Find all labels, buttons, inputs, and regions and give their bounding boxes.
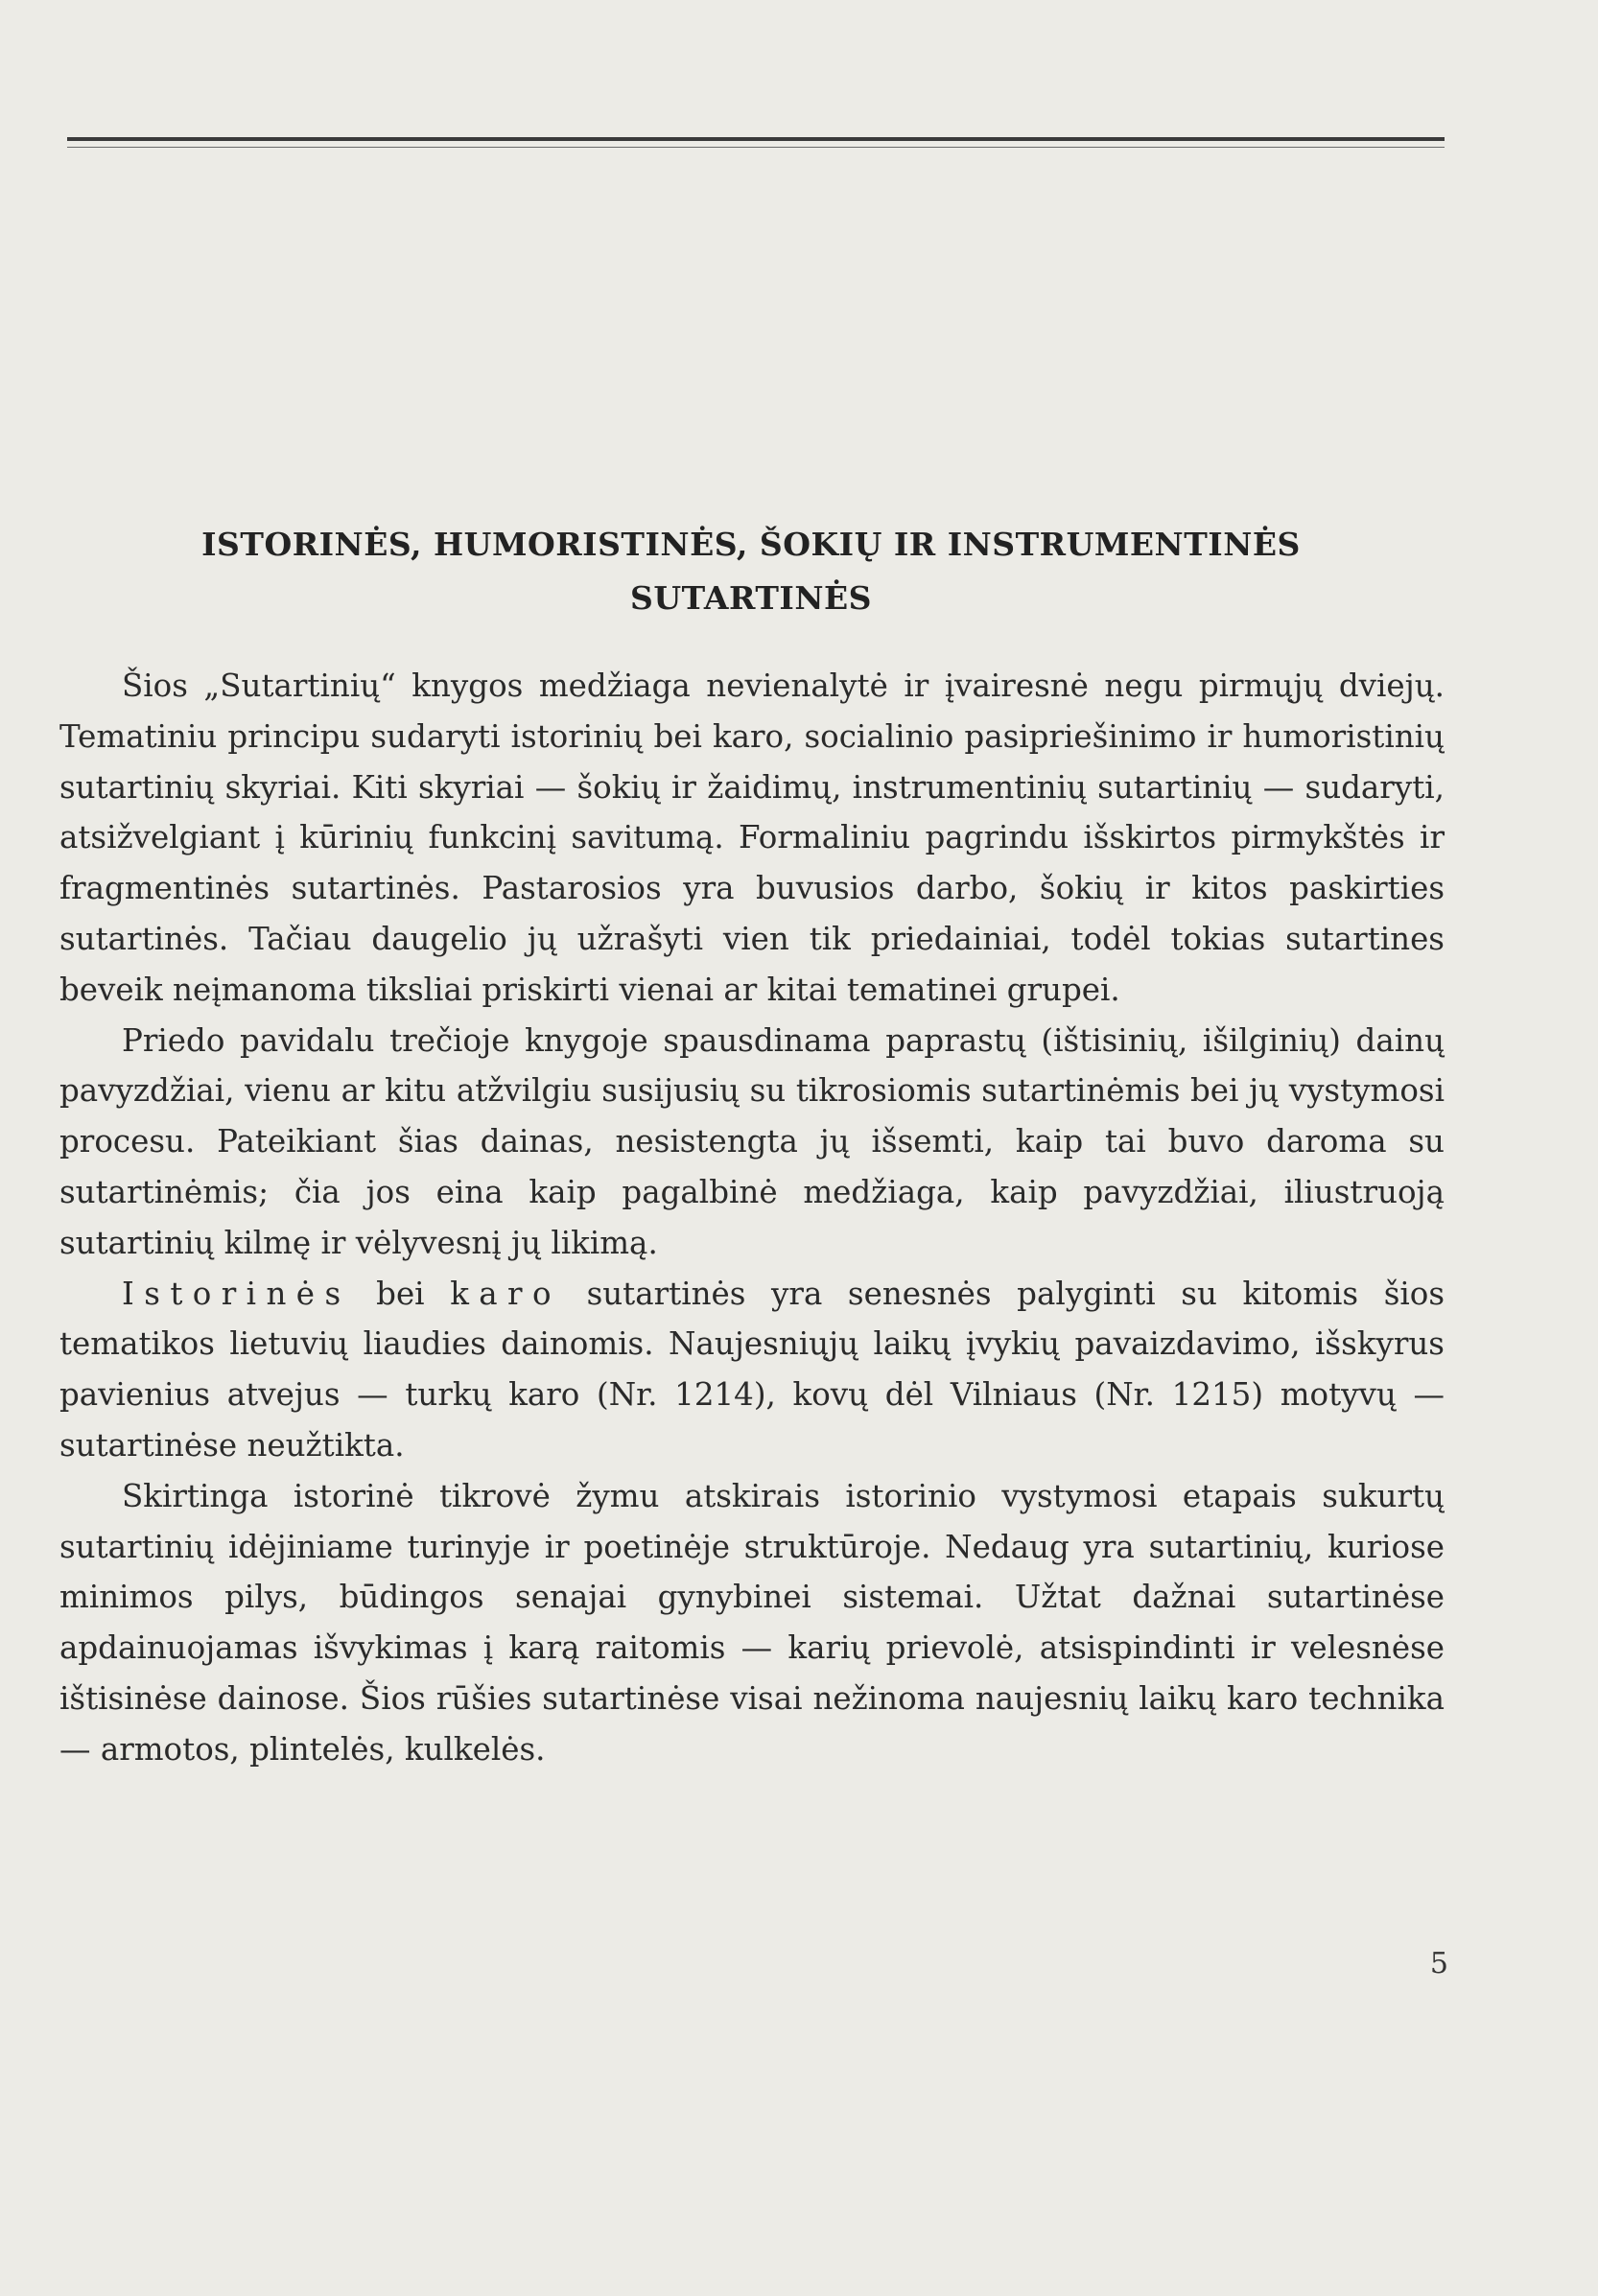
paragraph-2: Priedo pavidalu trečioje knygoje spausdinama paprastų (ištisinių, išilginių) dainų pavyzdžiai, vienu ar kitu atžvilgiu susijusių su tikrosiomis sutartinėmis bei jų vystymosi procesu. Pateikiant šias dainas, nesistengta jų išsemti, kaip tai buvo daroma su sutartinėmis; čia jos eina kaip pagalbinė medžiaga, kaip pavyzdžiai, iliustruoją sutartinių kilmę ir vėlyvesnį jų likimą. [59, 1021, 1445, 1261]
paragraph-1: Šios „Sutartinių“ knygos medžiaga nevienalytė ir įvairesnė negu pirmųjų dviejų. Tematiniu principu sudaryti istorinių bei karo, socialinio pasipriešinimo ir humoristinių sutartinių skyriai. Kiti skyriai — šokių ir žaidimų, instrumentinių sutartinių — sudaryti, atsižvelgiant į kūrinių funkcinį savitumą. Formaliniu pagrindu išskirtos pirmykštės ir fragmentinės sutartinės. Pastarosios yra buvusios darbo, šokių ir kitos paskirties sutartinės. Tačiau daugelio jų užrašyti vien tik priedainiai, todėl tokias sutartines beveik neįmanoma tiksliai priskirti vienai ar kitai tematinei grupei. [59, 668, 1445, 1008]
paragraph-3 [59, 1269, 1445, 1471]
header-rule-thin [67, 147, 1445, 148]
heading-line-1: ISTORINĖS, HUMORISTINĖS, ŠOKIŲ IR INSTRUMENTINĖS [201, 526, 1301, 563]
paragraph-4: Skirtinga istorinė tikrovė žymu atskirais istorinio vystymosi etapais sukurtų sutartinių idėjiniame turinyje ir poetinėje struktūroje. Nedaug yra sutartinių, kuriose minimos pilys, būdingos senajai gynybinei sistemai. Užtat dažnai sutartinėse apdainuojamas išvykimas į karą raitomis — karių prievolė, atsispindinti ir velesnėse ištisinėse dainose. Šios rūšies sutartinėse visai nežinoma naujesnių laikų karo technika — armotos, plintelės, kulkelės. [59, 1477, 1445, 1768]
header-rule-thick [67, 137, 1445, 141]
spaced-term-karo: karo [450, 1275, 561, 1312]
paragraph-3-text: sutartinės yra senesnės palyginti su kitomis šios tematikos lietuvių liaudies dainomis. Naujesniųjų laikų įvykių pavaizdavimo, išskyrus pavienius atvejus — turkų karo (Nr. 1214), kovų dėl Vilniaus (Nr. 1215) motyvų — sutartinėse neužtikta. [59, 1275, 1445, 1464]
section-heading [58, 518, 1445, 625]
body-text [59, 661, 1445, 1775]
lead-connector: bei [350, 1275, 451, 1312]
spaced-term-istorines: Istorinės [122, 1275, 351, 1312]
heading-line-2: SUTARTINĖS [630, 579, 872, 617]
page-number: 5 [1429, 1947, 1448, 1980]
